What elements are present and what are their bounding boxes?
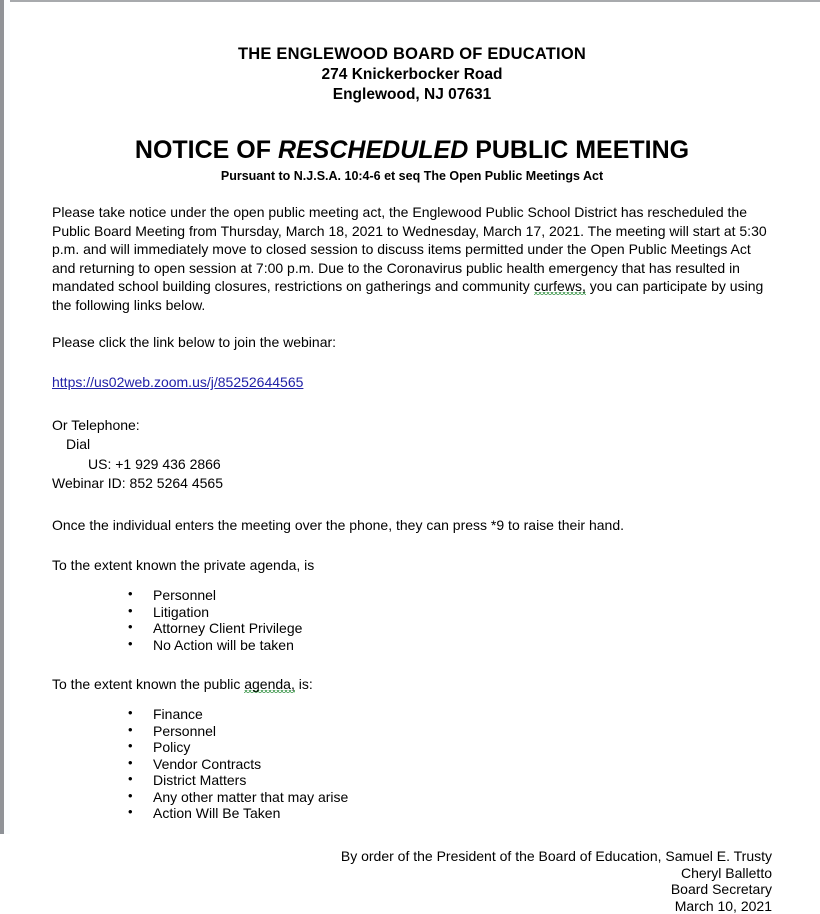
list-item: • Attorney Client Privilege	[128, 620, 772, 637]
telephone-block	[52, 416, 772, 494]
list-item: • Personnel	[128, 723, 772, 740]
list-item: • Personnel	[128, 587, 772, 604]
private-agenda-heading: To the extent known the private agenda, is	[52, 557, 315, 574]
signoff-date: March 10, 2021	[674, 897, 772, 914]
organization-address-line-2: Englewood, NJ 07631	[332, 86, 492, 103]
list-item: • Finance	[128, 706, 772, 723]
list-item: • Any other matter that may arise	[128, 789, 772, 806]
list-item: • Action Will Be Taken	[128, 805, 772, 822]
list-item: • No Action will be taken	[128, 637, 772, 654]
signoff-name: Cheryl Balletto	[680, 864, 772, 881]
telephone-number: US: +1 929 436 2866	[88, 455, 221, 472]
private-agenda-list	[52, 587, 772, 653]
webinar-link-container	[52, 373, 772, 392]
webinar-intro-text: Please click the link below to join the webinar:	[52, 333, 337, 350]
organization-address-line-1: 274 Knickerbocker Road	[321, 66, 503, 83]
notice-body-text-pre: Please take notice under the open public meeting act, the Englewood Public School District has rescheduled the Public Board Meeting from Thursday, March 18, 2021 to Wednesday, March 17, 2021. The meeting will start at 5:30 p.m. and will immediately move to closed session to discuss items permitted under the Open Public Meetings Act and returning to open session at 7:00 p.m. Due to the Coronavirus public health emergency that has resulted in mandated school building closures, restrictions on gatherings and community	[52, 204, 767, 295]
public-agenda-heading-post: is:	[294, 676, 313, 693]
signoff-role: Board Secretary	[670, 881, 772, 898]
grammar-flagged-word-curfews: curfews,	[533, 278, 586, 295]
telephone-dial-label: Dial	[66, 436, 91, 453]
signoff-order-line: By order of the President of the Board of Education, Samuel E. Trusty	[340, 848, 772, 865]
page-title-part-1: NOTICE OF	[134, 136, 278, 164]
letterhead	[52, 0, 772, 105]
notice-body-paragraph	[52, 203, 772, 315]
telephone-heading: Or Telephone:	[52, 416, 140, 433]
public-agenda-heading	[52, 675, 772, 694]
list-item: • Vendor Contracts	[128, 756, 772, 773]
page-title	[52, 135, 772, 165]
organization-name: THE ENGLEWOOD BOARD OF EDUCATION	[237, 45, 586, 63]
list-item: • District Matters	[128, 772, 772, 789]
list-item: • Litigation	[128, 604, 772, 621]
page-title-emphasis: RESCHEDULED	[277, 136, 469, 164]
page-title-part-2: PUBLIC MEETING	[468, 136, 690, 164]
notice-body-text-post: you can participate by using the following links below.	[52, 278, 764, 313]
public-agenda-list	[52, 706, 772, 822]
statute-citation: Pursuant to N.J.S.A. 10:4-6 et seq The Open Public Meetings Act	[220, 169, 604, 183]
list-item: • Policy	[128, 739, 772, 756]
raise-hand-instruction: Once the individual enters the meeting over the phone, they can press *9 to raise their hand.	[52, 516, 625, 533]
zoom-webinar-link[interactable]: https://us02web.zoom.us/j/85252644565	[52, 374, 304, 391]
public-agenda-heading-pre: To the extent known the public	[52, 676, 245, 693]
grammar-flagged-word-agenda: agenda,	[244, 676, 295, 693]
signature-block	[52, 848, 772, 914]
webinar-id: Webinar ID: 852 5264 4565	[52, 475, 223, 492]
